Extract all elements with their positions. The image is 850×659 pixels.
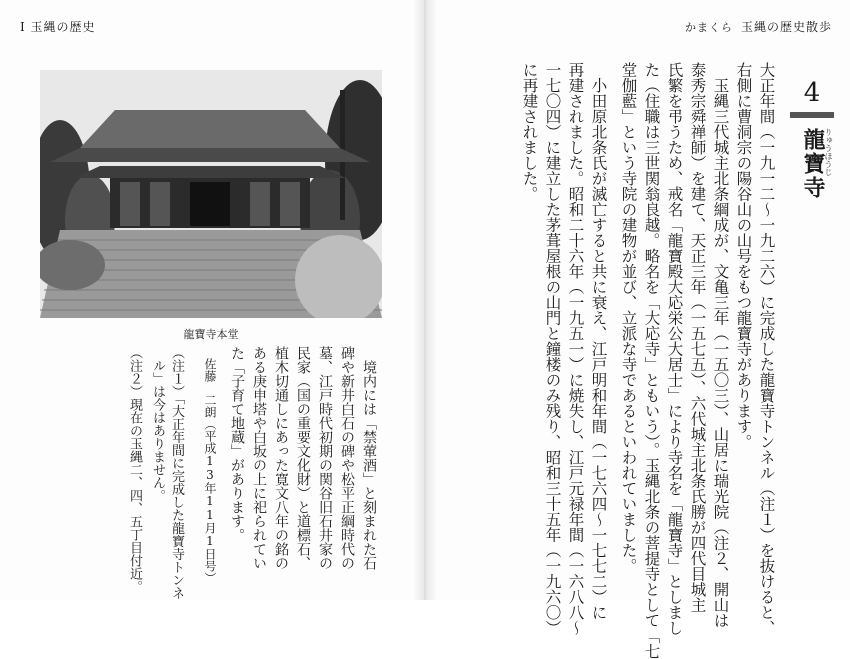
text-column: 右側に曹洞宗の陽谷山の山号をもつ龍寶寺があります。 bbox=[734, 62, 753, 450]
text-column: 碑や新井白石の碑や松平正綱時代の bbox=[339, 346, 355, 570]
footnote-1: （注１）「大正年間に完成した龍寶寺トンネ bbox=[169, 346, 184, 600]
photo-caption: 龍寶寺本堂 bbox=[183, 328, 239, 341]
text-column: 再建されました。昭和二十六年（一九五一）に焼失し、江戸元禄年間（一六八八〜 bbox=[566, 62, 585, 636]
book-title: 玉縄の歴史散歩 bbox=[740, 20, 832, 34]
text-column: 泰秀宗舜禅師）を建て、天正三年（一五七五）、六代城主北条氏勝が四代目城主 bbox=[688, 62, 707, 613]
text-column: 小田原北条氏が滅亡すると共に衰え、江戸明和年間（一七六四〜一七七二）に bbox=[589, 62, 608, 620]
footnote-1-cont: ル」は今はありません。 bbox=[150, 346, 165, 502]
running-head-left: Ⅰ 玉縄の歴史 bbox=[20, 20, 96, 34]
text-column: 一七〇四）に建立した茅葺屋根の山門と鐘楼のみ残り、昭和三十五年（一九六〇） bbox=[543, 62, 562, 636]
text-column: 境内には「禁葷酒」と刻まれた石 bbox=[361, 346, 377, 570]
text-column: た（住職は三世関翁良越。略名を「大応寺」ともいう）。玉縄北条の菩提寺として「七 bbox=[642, 62, 661, 659]
text-column: た「子育て地蔵」があります。 bbox=[229, 346, 245, 542]
article-title: 龍寶寺 bbox=[800, 128, 826, 200]
heading-rule bbox=[790, 112, 834, 118]
footnote-2: （注２）現在の玉縄二、四、五丁目付近。 bbox=[127, 346, 142, 593]
title-ruby: りゅうほうじ bbox=[824, 128, 833, 176]
text-column: 堂伽藍」という寺院の建物が並び、立派な寺であるといわれていました。 bbox=[619, 62, 638, 574]
text-column: に再建されました。 bbox=[520, 62, 539, 202]
text-column: 大正年間（一九一二〜一九二六）に完成した龍寶寺トンネル（注１）を抜けると、 bbox=[757, 62, 776, 636]
article-number: 4 bbox=[803, 78, 821, 108]
text-column: 植木切通しにあった寛文八年の銘の bbox=[273, 346, 289, 570]
book-gutter bbox=[412, 0, 438, 600]
temple-photo bbox=[40, 70, 382, 318]
text-column: 民家（国の重要文化財）と道標石、 bbox=[295, 346, 311, 570]
text-column: 墓、江戸時代初期の関谷旧石井家の bbox=[317, 346, 333, 570]
text-column: 氏繁を弔うため、戒名「龍寶殿大応栄公大居士」により寺名を「龍寶寺」としまし bbox=[665, 62, 684, 636]
running-head-right bbox=[685, 18, 832, 35]
author-line: 佐藤 二朗（平成13年11月1日号） bbox=[203, 346, 217, 584]
text-column: ある庚申塔や白坂の上に祀られてい bbox=[251, 346, 267, 570]
text-column: 玉縄三代城主北条綱成が、文亀三年（一五〇三）、山居に瑞光院（注２、開山は bbox=[711, 62, 730, 628]
series-name: かまくら bbox=[684, 21, 733, 34]
